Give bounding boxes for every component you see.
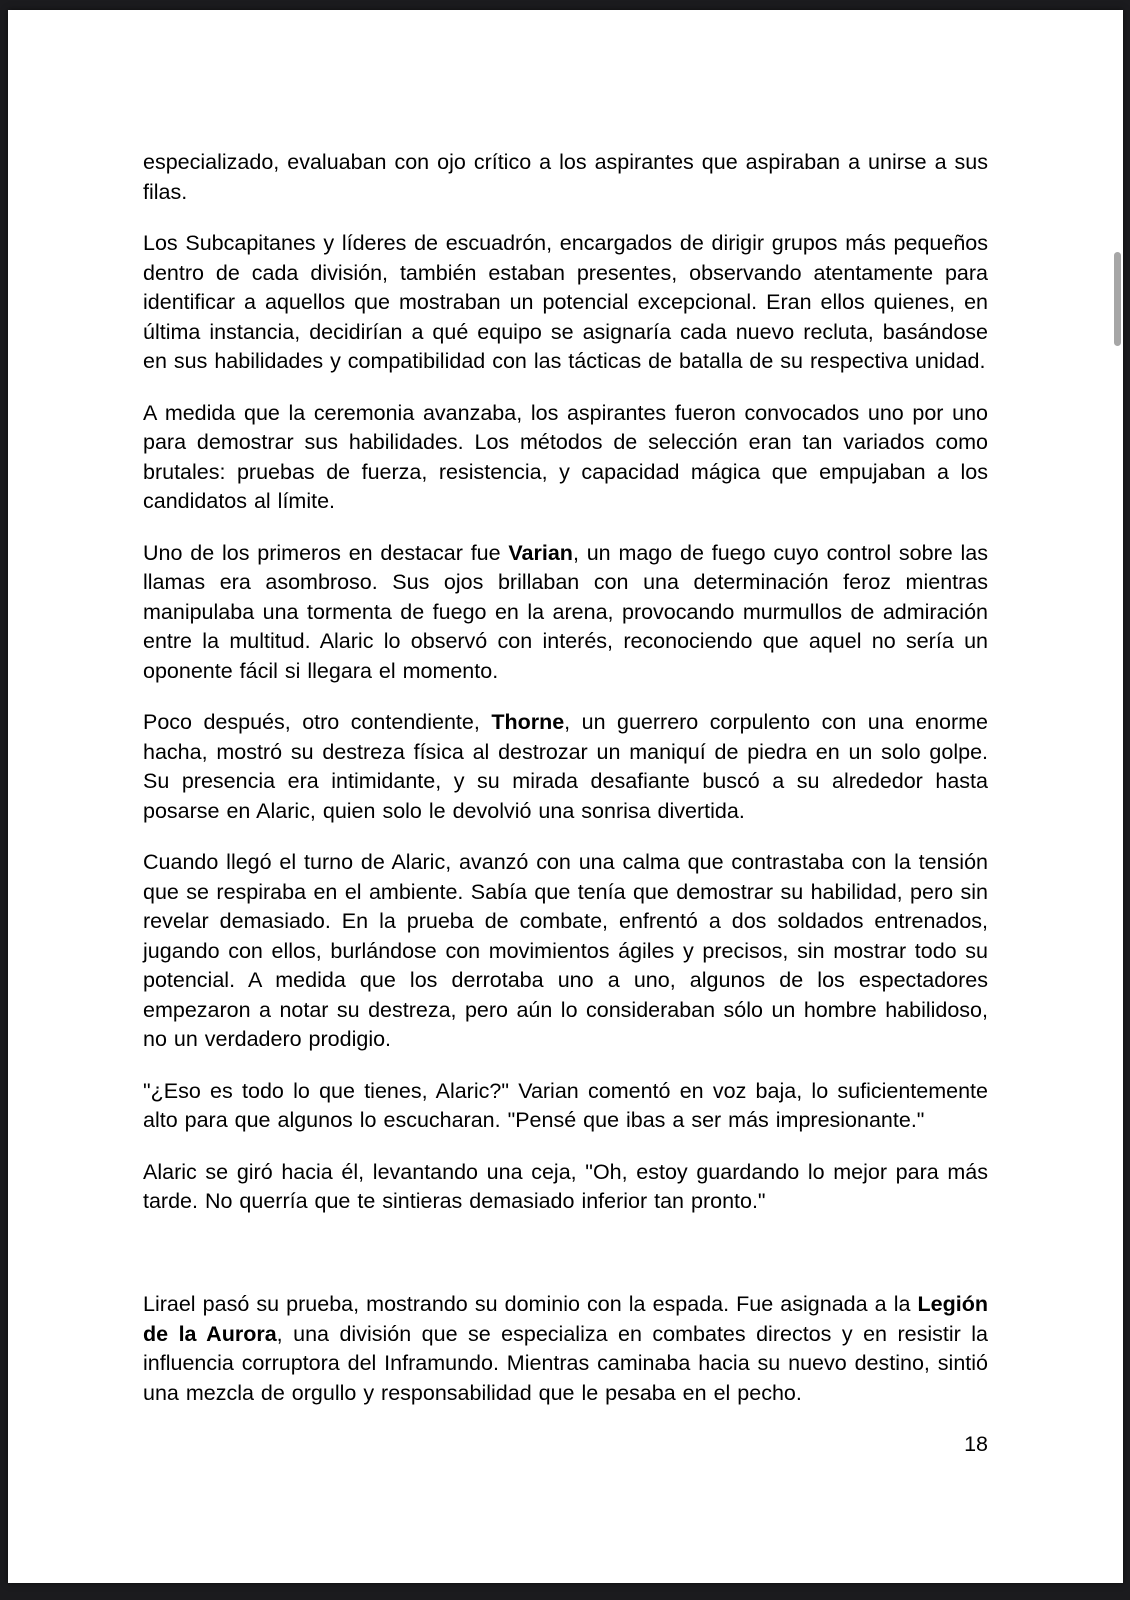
scrollbar-thumb[interactable]	[1114, 252, 1121, 346]
paragraph-5-pre: Poco después, otro contendiente,	[143, 710, 492, 734]
paragraph-4	[143, 539, 988, 687]
paragraph-9-post: , una división que se especializa en combates directos y en resistir la influencia corruptora del Inframundo. Mientras caminaba hacia su nuevo destino, sintió una mezcla de orgullo y responsabilidad que le pesaba en el pecho.	[143, 1321, 988, 1405]
character-name-thorne: Thorne	[491, 710, 565, 734]
paragraph-1: especializado, evaluaban con ojo crítico a los aspirantes que aspiraban a unirse a sus filas.	[143, 150, 988, 204]
paragraph-5-post: , un guerrero corpulento con una enorme hacha, mostró su destreza física al destrozar un maniquí de piedra en un solo golpe. Su presencia era intimidante, y su mirada desafiante buscó a su alrededor hasta posarse en Alaric, quien solo le devolvió una sonrisa divertida.	[143, 710, 988, 823]
paragraph-8: Alaric se giró hacia él, levantando una ceja, "Oh, estoy guardando lo mejor para más tarde. No querría que te sintieras demasiado inferior tan pronto."	[143, 1159, 988, 1213]
page-number: 18	[964, 1432, 988, 1456]
paragraph-4-post: , un mago de fuego cuyo control sobre las llamas era asombroso. Sus ojos brillaban con una determinación feroz mientras manipulaba una tormenta de fuego en la arena, provocando murmullos de admiración entre la multitud. Alaric lo observó con interés, reconociendo que aquel no sería un oponente fácil si llegara el momento.	[143, 540, 988, 683]
paragraph-4-pre: Uno de los primeros en destacar fue	[143, 540, 509, 565]
paragraph-7: "¿Eso es todo lo que tienes, Alaric?" Varian comentó en voz baja, lo suficientemente alto para que algunos lo escucharan. "Pensé que ibas a ser más impresionante."	[143, 1078, 988, 1132]
paragraph-3: A medida que la ceremonia avanzaba, los aspirantes fueron convocados uno por uno para demostrar sus habilidades. Los métodos de selección eran tan variados como brutales: pruebas de fuerza, resistencia, y capacidad mágica que empujaban a los candidatos al límite.	[143, 400, 988, 513]
character-name-varian: Varian	[508, 540, 573, 565]
paragraph-6: Cuando llegó el turno de Alaric, avanzó con una calma que contrastaba con la tensión que se respiraba en el ambiente. Sabía que tenía que demostrar su habilidad, pero sin revelar demasiado. En la prueba de combate, enfrentó a dos soldados entrenados, jugando con ellos, burlándose con movimientos ágiles y precisos, sin mostrar todo su potencial. A medida que los derrotaba uno a uno, algunos de los espectadores empezaron a notar su destreza, pero aún lo consideraban sólo un hombre habilidoso, no un verdadero prodigio.	[143, 850, 988, 1051]
page-content	[143, 148, 988, 1460]
paragraph-9-pre: Lirael pasó su prueba, mostrando su dominio con la espada. Fue asignada a la	[143, 1292, 918, 1316]
paragraph-2: Los Subcapitanes y líderes de escuadrón, encargados de dirigir grupos más pequeños dentro de cada división, también estaban presentes, observando atentamente para identificar a aquellos que mostraban un potencial excepcional. Eran ellos quienes, en última instancia, decidirían a qué equipo se asignaría cada nuevo recluta, basándose en sus habilidades y compatibilidad con las tácticas de batalla de su respectiva unidad.	[143, 231, 988, 373]
division-name-legion-de-la-aurora: Legión de la Aurora	[143, 1292, 988, 1346]
document-page	[8, 10, 1123, 1583]
paragraph-5	[143, 708, 988, 826]
paragraph-9	[143, 1290, 988, 1408]
paragraph-blank	[143, 1239, 988, 1269]
